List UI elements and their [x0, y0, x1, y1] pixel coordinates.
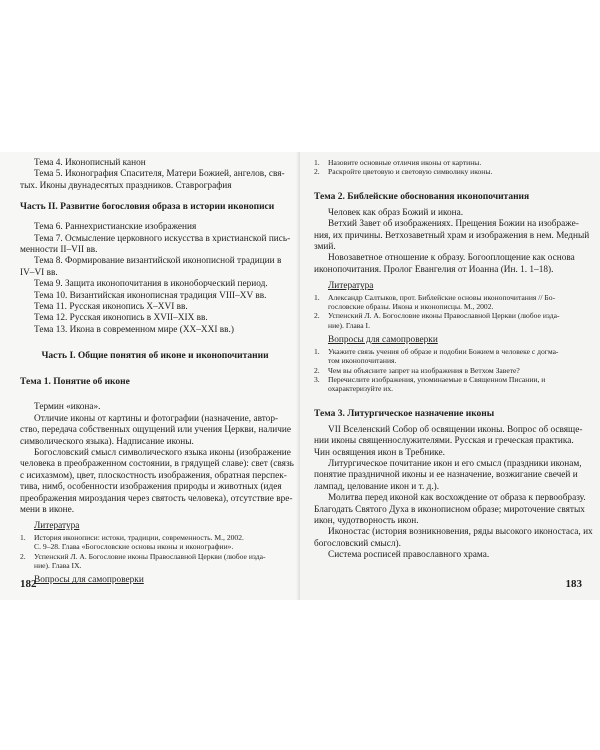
literature-item [20, 552, 290, 571]
text-line: Тема 7. Осмысление церковного искусства в христианской пись- [34, 233, 291, 244]
text-line: менности II–VII вв. [20, 245, 98, 256]
topic3-heading: Тема 3. Литургическое назначение иконы [314, 408, 495, 419]
literature-item [314, 311, 584, 330]
text-line: Тема 11. Русская иконопись X–XVI вв. [34, 302, 188, 313]
text-line: Назовите основные отличия иконы от картины. [328, 158, 482, 167]
text-line: икон, чудотворность икон. [314, 515, 419, 526]
literature-item [20, 533, 290, 552]
text-line: Тема 13. Икона в современном мире (XX–XXI вв.) [34, 324, 234, 335]
text-line: Тема 9. Защита иконопочитания в иконоборческий период. [34, 279, 268, 290]
text-line: Термин «икона». [34, 402, 101, 413]
literature-item [314, 293, 584, 312]
part1-heading: Часть I. Общие понятия об иконе и иконопочитании [41, 351, 269, 362]
question-item [314, 347, 584, 366]
question-item [314, 366, 584, 375]
text-line: тива, нимб, особенности изображения природы и животных (идея [20, 482, 282, 493]
text-line: Отличие иконы от картины и фотографии (назначение, автор- [34, 413, 279, 424]
text-line: Перечислите изображения, упоминаемые в Священном Писании, и [328, 374, 546, 384]
text-line: богословский смысл). [314, 538, 401, 549]
text-line: Чем вы объясните запрет на изображения в Ветхом Завете? [328, 365, 520, 375]
text-line: Успенский Л. А. Богословие иконы Православной Церкви (любое изда- [328, 311, 560, 321]
item-number: 1. [314, 158, 320, 167]
right-page [300, 152, 600, 600]
item-number: 2. [20, 551, 26, 561]
text-line: Иконостас (история возникновения, ряды высокого иконостаса, их [328, 527, 593, 538]
item-number: 2. [314, 167, 320, 177]
text-line: Новозаветное отношение к образу. Богооплощение как основа [328, 253, 575, 264]
text-line: ния, их причины. Ветхозаветный храм и изображения в нем. Медный [314, 230, 590, 241]
text-line: символического языка). Надписание иконы. [20, 436, 194, 447]
text-line: ние). Глава I. [328, 320, 370, 330]
part2-heading: Часть II. Развитие богословия образа в истории иконописи [20, 202, 275, 213]
item-number: 1. [20, 532, 26, 542]
text-line: Укажите связь учения об образе и подобии Божием в человеке с догма- [328, 346, 559, 356]
item-number: 1. [314, 346, 320, 356]
item-number: 2. [314, 365, 320, 375]
right-text-column [314, 152, 593, 562]
text-line: Человек как образ Божий и икона. [328, 207, 464, 218]
literature-label: Литература [328, 281, 374, 292]
question-item [314, 375, 584, 394]
text-line: нии иконы священнослужителями. Русская и греческая практика. [314, 436, 574, 447]
text-line: том иконопочитания. [328, 356, 397, 366]
text-line: Молитва перед иконой как восхождение от образа к первообразу. [328, 493, 586, 504]
text-line: С. 9–28. Глава «Богословские основы иконы и иконографии». [34, 542, 234, 552]
text-line: человека в преображенном состоянии, в грядущей славе): свет (связь [20, 459, 294, 470]
text-line: преображения мироздания через святость человека), отсутствие вре- [20, 493, 293, 504]
page-number: 182 [20, 578, 37, 590]
text-line: иконопочитания. Пролог Евангелия от Иоанна (Ин. 1. 1–18). [314, 264, 554, 275]
page-number: 183 [565, 578, 582, 590]
item-number: 1. [314, 292, 320, 302]
text-line: гословские образы. Икона и иконописцы. М., 2002. [328, 302, 494, 312]
text-line: Богословский смысл символического языка иконы (изображение [34, 447, 291, 458]
text-line: Система росписей православного храма. [328, 550, 490, 561]
text-line: Раскройте цветовую и световую символику иконы. [328, 167, 493, 177]
text-line: Тема 5. Иконография Спасителя, Матери Божией, ангелов, свя- [34, 169, 285, 180]
text-line: Благодать Святого Духа в иконописном образе; мироточение святых [314, 504, 585, 515]
item-number: 3. [314, 374, 320, 384]
text-line: понятие праздничной иконы и ее назначение, возжигание свечей и [314, 470, 578, 481]
text-line: Тема 6. Раннехристианские изображения [34, 222, 197, 233]
text-line: Литургическое почитание икон и его смысл (праздники иконам, [328, 458, 582, 469]
topic1-heading: Тема 1. Понятие об иконе [20, 377, 130, 388]
text-line: Тема 12. Русская иконопись в XVII–XIX вв. [34, 313, 208, 324]
questions-label: Вопросы для самопроверки [328, 335, 438, 346]
literature-label: Литература [34, 521, 80, 532]
questions-label: Вопросы для самопроверки [34, 575, 144, 586]
left-text-column [20, 152, 294, 587]
text-line: тых. Иконы двунадесятых праздников. Ставрография [20, 180, 232, 191]
question-item [314, 167, 584, 176]
item-number: 2. [314, 311, 320, 321]
text-line: с исихазмом), цвет, плоскостность изображения, обратная перспек- [20, 470, 287, 481]
text-line: История иконописи: истоки, традиции, современность. М., 2002. [34, 532, 244, 542]
text-line: Ветхий Завет об изображениях. Прещения Божии на изображе- [328, 219, 579, 230]
text-line: охарактеризуйте их. [328, 384, 394, 394]
text-line: VII Вселенский Собор об освящении иконы. Вопрос об освяще- [328, 424, 583, 435]
text-line: Успенский Л. А. Богословие иконы Православной Церкви (любое изда- [34, 551, 266, 561]
left-page [0, 152, 300, 600]
text-line: Александр Салтыков, прот. Библейские основы иконопочитания // Бо- [328, 292, 556, 302]
text-line: змий. [314, 242, 336, 253]
text-line: ство, передача собственных ощущений или учения Церкви, наличие [20, 425, 292, 436]
text-line: Тема 10. Византийская иконописная традиция VIII–XV вв. [34, 290, 267, 301]
text-line: Чин освящения икон в Требнике. [314, 447, 445, 458]
text-line: IV–VI вв. [20, 267, 58, 278]
text-line: Тема 8. Формирование византийской иконописной традиции в [34, 256, 282, 267]
question-item [314, 158, 584, 167]
text-line: Тема 4. Иконописный канон [34, 158, 146, 168]
topic2-heading: Тема 2. Библейские обоснования иконопочитания [314, 191, 530, 202]
text-line: ние). Глава IX. [34, 560, 82, 570]
text-line: мени в иконе. [20, 504, 75, 515]
text-line: лампад, целование икон и т. д.). [314, 481, 440, 492]
